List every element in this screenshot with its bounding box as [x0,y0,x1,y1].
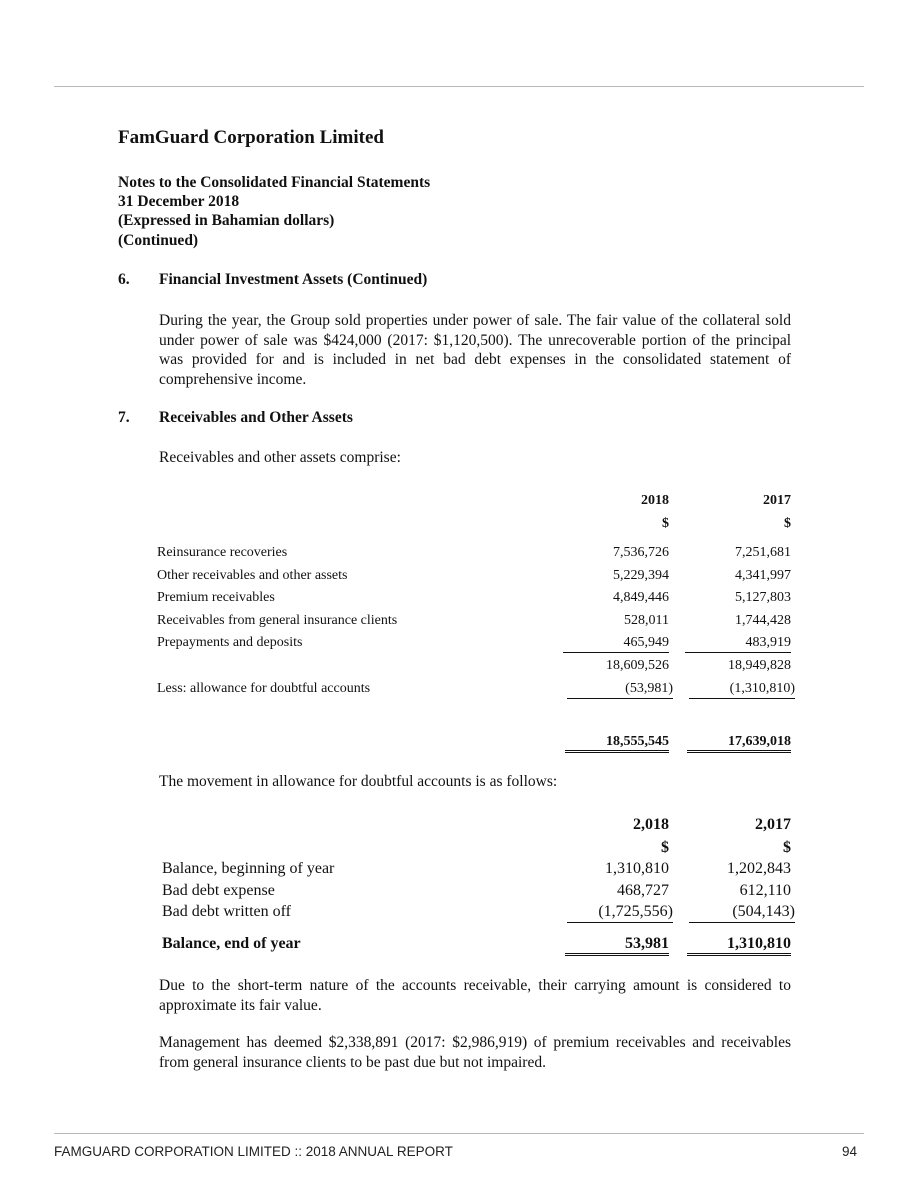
table-row-value-2017: 4,341,997 [735,568,791,583]
table1-header-2018: 2018 [641,493,669,508]
table-row-value-2018: 465,949 [563,635,669,653]
footer-rule [54,1133,864,1134]
table2-header-2017: 2,017 [755,816,791,833]
table-row-value-2017: 7,251,681 [735,545,791,560]
section-7-title: Receivables and Other Assets [159,409,353,426]
section-6-number: 6. [118,271,130,288]
table-row-value-2017: 612,110 [739,882,791,899]
fair-value-paragraph: Due to the short-term nature of the accounts receivable, their carrying amount is considered to approximate its fair value. [159,977,791,1014]
page-number: 94 [841,1144,857,1159]
total-2018: 18,555,545 [565,734,669,753]
movement-intro: The movement in allowance for doubtful accounts is as follows: [159,773,558,790]
table-row-label: Receivables from general insurance clients [157,613,398,628]
table-row-value-2017: 1,744,428 [735,613,791,628]
top-rule [54,86,864,87]
section-6-paragraph: During the year, the Group sold properties under power of sale. The fair value of the collateral sold under power of sale was $424,000 (2017: $1,120,500). The unrecoverable portion of the principal was provided for and is included in net bad debt expenses in the consolidated statement of comprehensive income. [159,312,791,388]
table1-currency-2017: $ [784,516,791,531]
table-row-value-2017: 5,127,803 [735,590,791,605]
table1-currency-2018: $ [662,516,669,531]
table-row-value-2018: 528,011 [624,613,669,628]
section-7-number: 7. [118,409,130,426]
continued-note: (Continued) [118,232,199,249]
company-name: FamGuard Corporation Limited [118,127,384,148]
closing-balance-2018: 53,981 [565,935,669,956]
table-row-value-2018: 1,310,810 [605,860,669,877]
table-row-label: Bad debt expense [162,882,275,899]
table2-header-2018: 2,018 [633,816,669,833]
table2-currency-2018: $ [661,839,669,856]
statement-title: Notes to the Consolidated Financial Statements [118,174,431,191]
table-row-label: Bad debt written off [162,903,292,920]
subtotal-2018: 18,609,526 [606,658,669,673]
table-row-value-2018: 468,727 [617,882,669,899]
total-2017: 17,639,018 [687,734,791,753]
statement-date: 31 December 2018 [118,193,240,210]
allowance-label: Less: allowance for doubtful accounts [157,681,371,696]
table-row-label: Reinsurance recoveries [157,545,288,560]
subtotal-2017: 18,949,828 [728,658,791,673]
table-row-value-2017: 1,202,843 [727,860,791,877]
closing-balance-2017: 1,310,810 [687,935,791,956]
section-7-intro: Receivables and other assets comprise: [159,449,401,466]
closing-balance-label: Balance, end of year [162,935,301,952]
table1-header-2017: 2017 [763,493,791,508]
section-6-title: Financial Investment Assets (Continued) [159,271,428,288]
table-row-value-2017: 483,919 [685,635,791,653]
table-row-label: Other receivables and other assets [157,568,348,583]
footer-report-title: FAMGUARD CORPORATION LIMITED :: 2018 ANNUAL REPORT [54,1144,453,1159]
table-row-label: Prepayments and deposits [157,635,303,650]
table-row-value-2018: 5,229,394 [613,568,669,583]
allowance-2017: (1,310,810) [689,681,795,699]
allowance-2018: (53,981) [567,681,673,699]
table-row-label: Premium receivables [157,590,275,605]
table-row-label: Balance, beginning of year [162,860,335,877]
table-row-value-2018: (1,725,556) [567,903,673,923]
currency-note: (Expressed in Bahamian dollars) [118,212,335,229]
table-row-value-2017: (504,143) [689,903,795,923]
past-due-paragraph: Management has deemed $2,338,891 (2017: $2,986,919) of premium receivables and receivables from general insurance clients to be past due but not impaired. [159,1034,791,1071]
table-row-value-2018: 7,536,726 [613,545,669,560]
table-row-value-2018: 4,849,446 [613,590,669,605]
table2-currency-2017: $ [783,839,791,856]
